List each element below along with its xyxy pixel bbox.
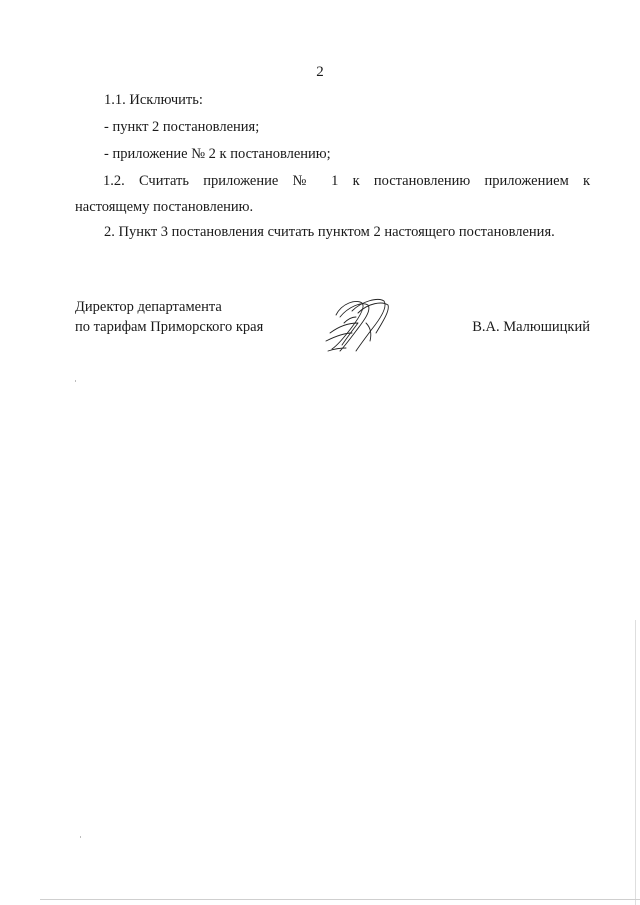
signer-title-line1: Директор департамента [75,299,222,315]
item-1-1: 1.1. Исключить: [104,92,203,108]
handwritten-signature [322,293,394,355]
scan-bottom-line [40,899,640,900]
item-2: 2. Пункт 3 постановления считать пунктом 2 настоящего постановления. [104,224,555,240]
item-1-2-line2: настоящему постановлению. [75,199,254,215]
scan-edge-line [635,620,636,905]
bullet-exclude-appendix-2: - приложение № 2 к постановлению; [104,146,331,162]
bullet-exclude-point-2: - пункт 2 постановления; [104,119,260,135]
signer-title [75,297,263,337]
item-1-2 [75,168,590,220]
scan-speck [75,380,76,382]
page-number: 2 [316,64,324,80]
item-1-2-line1: 1.2. Считать приложение № 1 к постановлению приложением к [103,173,590,189]
signer-title-line2: по тарифам Приморского края [75,319,264,335]
signer-name: В.А. Малюшицкий [472,319,590,335]
scan-speck [80,836,81,838]
